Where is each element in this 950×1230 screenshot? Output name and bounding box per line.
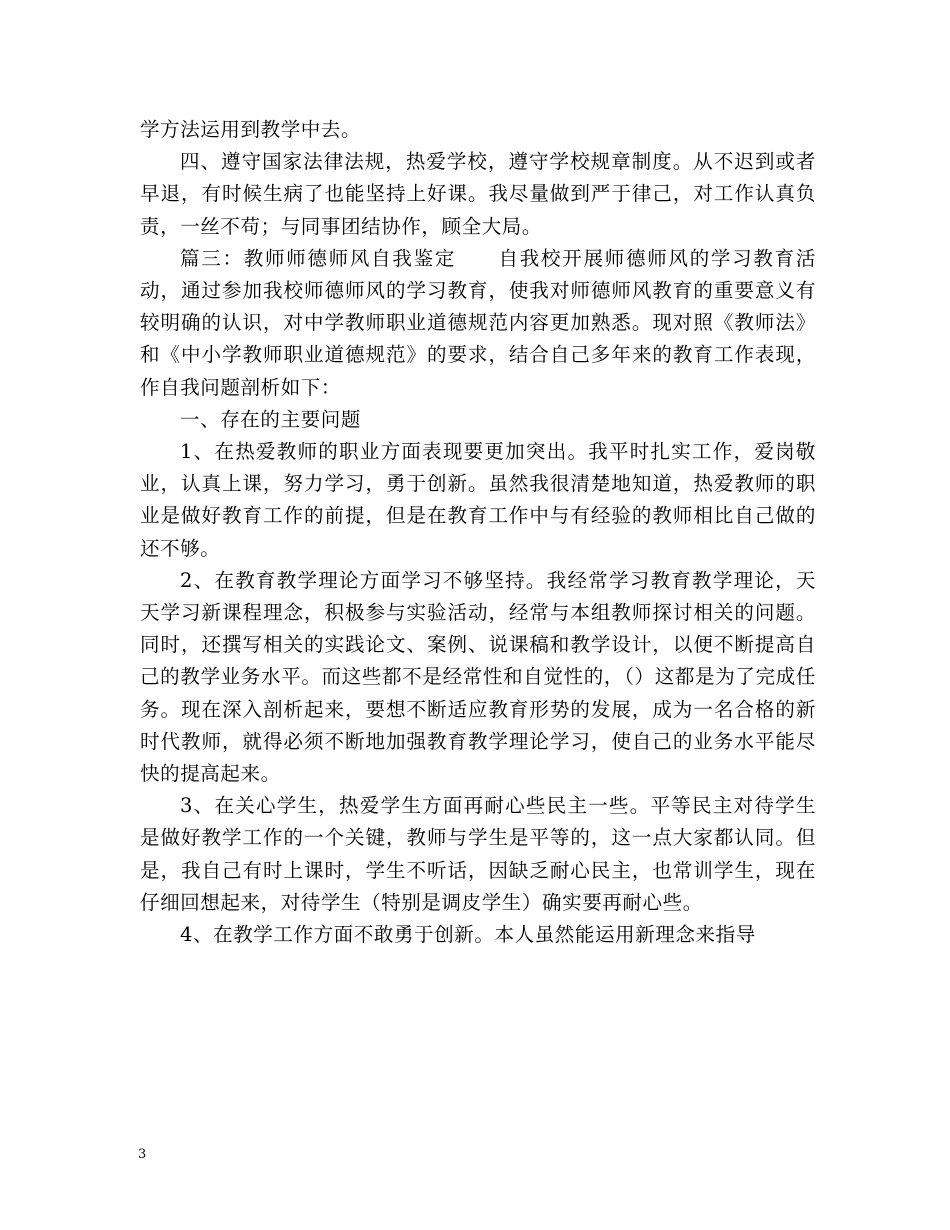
paragraph-2: 四、遵守国家法律法规，热爱学校，遵守学校规章制度。从不迟到或者早退，有时候生病了也能坚持上好课。我尽量做到严于律己，对工作认真负责，一丝不苟；与同事团结协作，顾全大局。 <box>140 150 816 238</box>
section-heading: 一、存在的主要问题 <box>180 407 361 431</box>
page-number: 3 <box>138 1147 147 1162</box>
paragraph-item-2: 2、在教育教学理论方面学习不够坚持。我经常学习教育教学理论，天天学习新课程理念，积极参与实验活动，经常与本组教师探讨相关的问题。同时，还撰写相关的实践论文、案例、说课稿和教学设计，以便不断提高自己的教学业务水平。而这些都不是经常性和自觉性的，（）这都是为了完成任务。现在深入剖析起来，要想不断适应教育形势的发展，成为一名合格的新时代教师，就得必须不断地加强教育教学理论学习，使自己的业务水平能尽快的提高起来。 <box>140 568 816 786</box>
paragraph-3: 篇三：教师师德师风自我鉴定 自我校开展师德师风的学习教育活动，通过参加我校师德师风的学习教育，使我对师德师风教育的重要意义有较明确的认识，对中学教师职业道德规范内容更加熟悉。现对照《教师法》和《中小学教师职业道德规范》的要求，结合自己多年来的教育工作表现，作自我问题剖析如下： <box>140 246 816 399</box>
paragraph-item-1: 1、在热爱教师的职业方面表现要更加突出。我平时扎实工作，爱岗敬业，认真上课，努力学习，勇于创新。虽然我很清楚地知道，热爱教师的职业是做好教育工作的前提，但是在教育工作中与有经验的教师相比自己做的还不够。 <box>140 440 816 560</box>
paragraph-item-3: 3、在关心学生，热爱学生方面再耐心些民主一些。平等民主对待学生是做好教学工作的一个关键，教师与学生是平等的，这一点大家都认同。但是，我自己有时上课时，学生不听话，因缺乏耐心民主，也常训学生，现在仔细回想起来，对待学生（特别是调皮学生）确实要再耐心些。 <box>140 794 816 914</box>
paragraph-1: 学方法运用到教学中去。 <box>140 118 362 141</box>
paragraph-item-4: 4、在教学工作方面不敢勇于创新。本人虽然能运用新理念来指导 <box>180 923 756 947</box>
document-body <box>140 114 816 951</box>
